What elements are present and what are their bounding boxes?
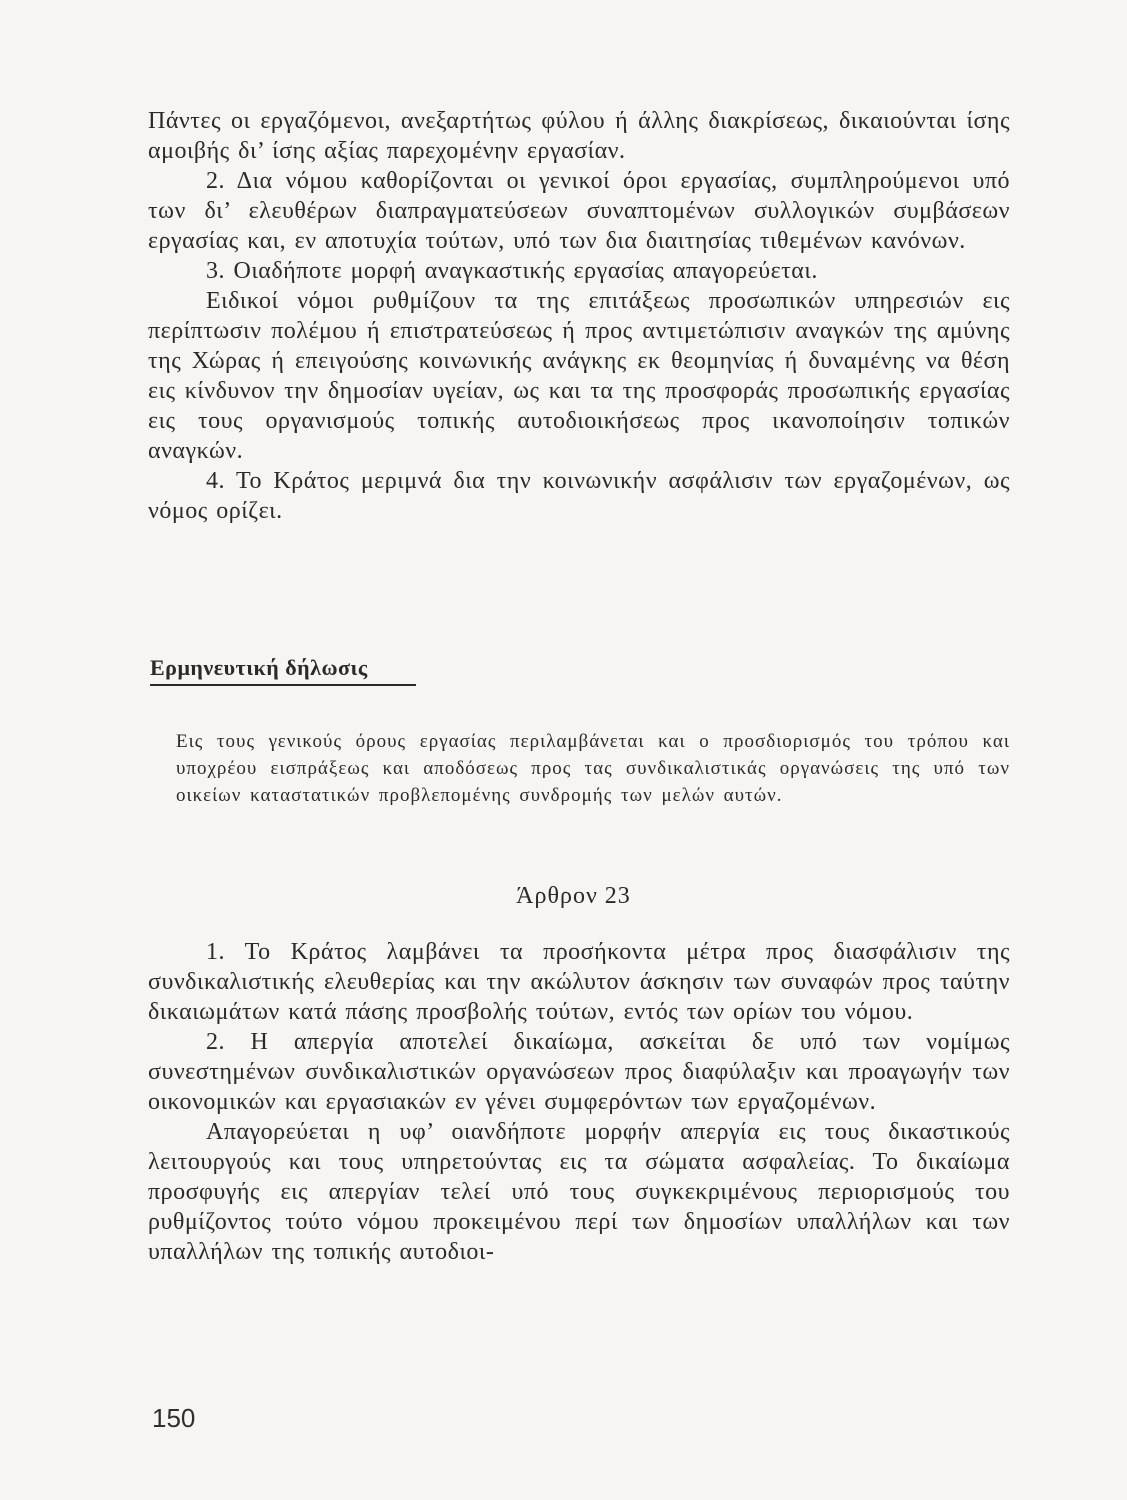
article-body bbox=[148, 937, 1010, 1267]
article-paragraph-strike-ban: Απαγορεύεται η υφ’ οιανδήποτε μορφήν απεργία εις τους δικαστικούς λειτουργούς και τους υπηρετούντας εις τα σώματα ασφαλείας. Το δικαίωμα προσφυγής εις απεργίαν τελεί υπό τους συγκεκριμένους περιορισμούς του ρυθμίζοντος τούτο νόμου προκειμένου περί των δημοσίων υπαλλήλων και των υπαλλήλων της τοπικής αυτοδιοι- bbox=[148, 1119, 1010, 1265]
page-number: 150 bbox=[152, 1403, 196, 1433]
top-text-section bbox=[148, 106, 1010, 526]
paragraph-equal-pay: Πάντες οι εργαζόμενοι, ανεξαρτήτως φύλου ή άλλης διακρίσεως, δικαιούνται ίσης αμοιβής δι’ ίσης αξίας παρεχομένην εργασίαν. bbox=[148, 108, 1010, 164]
paragraph-4-social-insurance: 4. Το Κράτος μεριμνά δια την κοινωνικήν ασφάλισιν των εργαζομένων, ως νόμος ορίζει. bbox=[148, 468, 1010, 524]
interpretive-declaration-section bbox=[176, 728, 1010, 809]
article-title: Άρθρον 23 bbox=[516, 883, 631, 909]
paragraph-special-laws: Ειδικοί νόμοι ρυθμίζουν τα της επιτάξεως προσωπικών υπηρεσιών εις περίπτωσιν πολέμου ή επιστρατεύσεως ή προς αντιμετώπισιν αναγκών της αμύνης της Χώρας ή επειγούσης κοινωνικής ανάγκης εκ θεομηνίας ή δυναμένης να θέση εις κίνδυνον την δημοσίαν υγείαν, ως και τα της προσφοράς προσωπικής εργασίας εις τους οργανισμούς τοπικής αυτοδιοικήσεως προς ικανοποίησιν τοπικών αναγκών. bbox=[148, 288, 1010, 464]
interpretive-declaration-text: Εις τους γενικούς όρους εργασίας περιλαμβάνεται και ο προσδιορισμός του τρόπου και υποχρέου εισπράξεως και αποδόσεως προς τας συνδικαλιστικάς οργανώσεις της υπό των οικείων καταστατικών προβλεπομένης συνδρομής των μελών αυτών. bbox=[176, 731, 1010, 806]
interpretive-declaration-heading: Ερμηνευτική δήλωσις bbox=[150, 655, 416, 686]
article-paragraph-2: 2. Η απεργία αποτελεί δικαίωμα, ασκείται δε υπό των νομίμως συνεστημένων συνδικαλιστικών οργανώσεων προς διαφύλαξιν και προαγωγήν των οικονομικών και εργασιακών εν γένει συμφερόντων των εργαζομένων. bbox=[148, 1029, 1010, 1115]
paragraph-2-working-conditions: 2. Δια νόμου καθορίζονται οι γενικοί όροι εργασίας, συμπληρούμενοι υπό των δι’ ελευθέρων διαπραγματεύσεων συναπτομένων συλλογικών συμβάσεων εργασίας και, εν αποτυχία τούτων, υπό των δια διαιτησίας τιθεμένων κανόνων. bbox=[148, 168, 1010, 254]
article-paragraph-1: 1. Το Κράτος λαμβάνει τα προσήκοντα μέτρα προς διασφάλισιν της συνδικαλιστικής ελευθερίας και την ακώλυτον άσκησιν των συναφών προς ταύτην δικαιωμάτων κατά πάσης προσβολής τούτων, εντός των ορίων του νόμου. bbox=[148, 939, 1010, 1025]
paragraph-3-forced-labour: 3. Οιαδήποτε μορφή αναγκαστικής εργασίας απαγορεύεται. bbox=[206, 258, 818, 284]
